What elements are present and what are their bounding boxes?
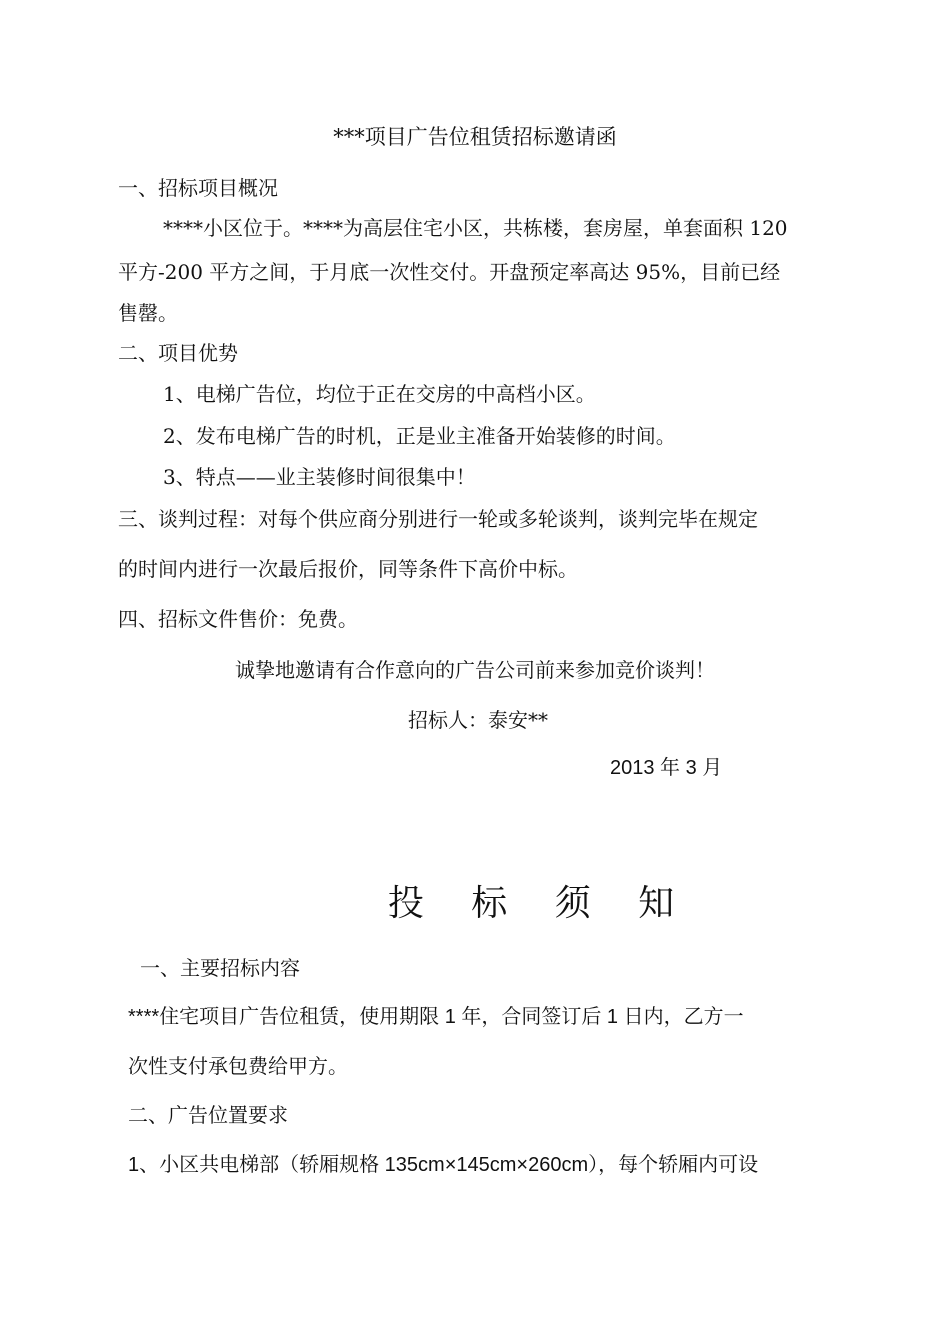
- section-1-paragraph-line-3: 售罄。: [118, 301, 178, 325]
- advantage-item-2: 2、发布电梯广告的时机，正是业主准备开始装修的时间。: [163, 424, 676, 448]
- notice-title: 投 标 须 知: [387, 883, 693, 924]
- notice-section-1-heading: 一、主要招标内容: [140, 956, 300, 980]
- invitation-sentence: 诚挚地邀请有合作意向的广告公司前来参加竞价谈判！: [235, 658, 715, 682]
- notice-section-2-item-1: 1、小区共电梯部（轿厢规格 135cm×145cm×260cm），每个轿厢内可设: [128, 1154, 759, 1176]
- section-3-line-1: 三、谈判过程：对每个供应商分别进行一轮或多轮谈判，谈判完毕在规定: [118, 507, 758, 531]
- notice-section-1-line-2: 次性支付承包费给甲方。: [128, 1054, 348, 1078]
- section-3-line-2: 的时间内进行一次最后报价，同等条件下高价中标。: [118, 557, 578, 581]
- section-1-heading: 一、招标项目概况: [118, 176, 278, 200]
- notice-section-1-line-1: ****住宅项目广告位租赁，使用期限 1 年，合同签订后 1 日内，乙方一: [128, 1006, 744, 1028]
- section-4-line: 四、招标文件售价：免费。: [118, 607, 358, 631]
- date-line: 2013 年 3 月: [610, 757, 723, 779]
- advantage-item-1: 1、电梯广告位，均位于正在交房的中高档小区。: [163, 382, 596, 406]
- notice-section-2-heading: 二、广告位置要求: [128, 1103, 288, 1127]
- section-1-paragraph-line-2: 平方-200 平方之间，于月底一次性交付。开盘预定率高达 95%，目前已经: [118, 260, 781, 284]
- section-1-paragraph-line-1: ****小区位于。****为高层住宅小区，共栋楼，套房屋，单套面积 120: [163, 216, 788, 240]
- advantage-item-3: 3、特点——业主装修时间很集中！: [163, 465, 476, 489]
- tenderer-line: 招标人：泰安**: [408, 708, 548, 732]
- invitation-title: ***项目广告位租赁招标邀请函: [333, 125, 617, 149]
- section-2-heading: 二、项目优势: [118, 341, 238, 365]
